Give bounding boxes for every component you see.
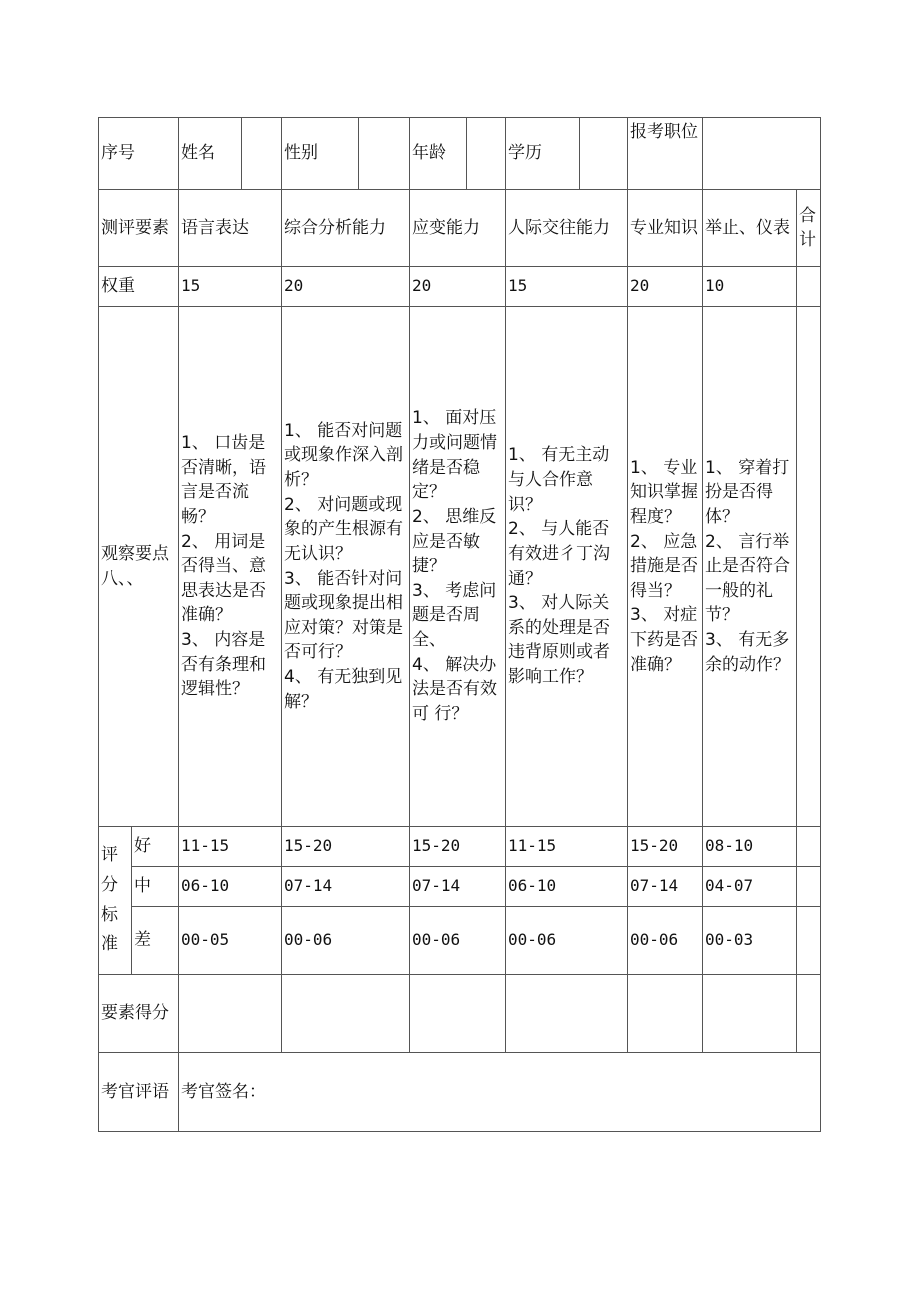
signature-label: 考官签名： [181,1081,266,1102]
element-adaptability: 应变能力 [410,190,506,267]
elements-row [99,190,821,267]
level-poor: 差 [132,907,179,975]
education-value[interactable] [580,118,628,190]
observation-row [99,307,821,827]
score-range: 00-06 [628,907,703,975]
weight-label: 权重 [99,267,179,307]
element-score-cell[interactable] [703,975,797,1053]
element-score-cell[interactable] [628,975,703,1053]
score-range: 00-06 [506,907,628,975]
scoring-label: 评分标准 [99,827,132,975]
comment-label: 考官评语 [99,1053,179,1132]
total-label: 合计 [797,190,821,267]
score-range: 11-15 [179,827,282,867]
element-score-label: 要素得分 [99,975,179,1053]
position-label: 报考职位 [628,118,703,190]
score-range: 15-20 [410,827,506,867]
score-range: 07-14 [410,867,506,907]
name-label: 姓名 [179,118,242,190]
score-range: 04-07 [703,867,797,907]
observation-adaptability: 1、 面对压力或问题情绪是否稳定？ 2、 思维反应是否敏捷？ 3、 考虑问题是否周全、 4、 解决办法是否有效可 行？ [410,307,506,827]
gender-label: 性别 [282,118,359,190]
score-good-row [99,827,821,867]
element-language: 语言表达 [179,190,282,267]
element-interpersonal: 人际交往能力 [506,190,628,267]
weight-value: 20 [628,267,703,307]
gender-value[interactable] [359,118,410,190]
weight-value: 10 [703,267,797,307]
level-good: 好 [132,827,179,867]
weight-value: 15 [506,267,628,307]
element-knowledge: 专业知识 [628,190,703,267]
element-score-cell[interactable] [282,975,410,1053]
score-range: 06-10 [506,867,628,907]
age-label: 年龄 [410,118,467,190]
score-range: 07-14 [282,867,410,907]
score-range: 15-20 [628,827,703,867]
observation-analysis: 1、 能否对问题或现象作深入剖析？ 2、 对问题或现象的产生根源有无认识？ 3、 能否针对问题或现象提出相应对策？对策是否可行？ 4、 有无独到见解？ [282,307,410,827]
observation-label: 观察要点八、、 [99,307,179,827]
weight-value: 20 [282,267,410,307]
score-range: 11-15 [506,827,628,867]
score-range: 07-14 [628,867,703,907]
score-range: 15-20 [282,827,410,867]
weight-row [99,267,821,307]
element-appearance: 举止、仪表 [703,190,797,267]
score-poor-total[interactable] [797,907,821,975]
observation-appearance: 1、 穿着打扮是否得体？ 2、 言行举止是否符合一般的礼节？ 3、 有无多余的动作？ [703,307,797,827]
interview-evaluation-form [98,117,821,1132]
score-range: 00-03 [703,907,797,975]
header-row [99,118,821,190]
weight-value: 15 [179,267,282,307]
observation-language: 1、 口齿是否清晰，语言是否流畅？ 2、 用词是否得当、意思表达是否准确？ 3、 内容是否有条理和逻辑性？ [179,307,282,827]
signature-field[interactable] [179,1053,821,1132]
observation-interpersonal: 1、 有无主动与人合作意识？ 2、 与人能否有效进彳丁沟通？ 3、 对人际关系的处理是否违背原则或者影响工作？ [506,307,628,827]
weight-total[interactable] [797,267,821,307]
score-poor-row [99,907,821,975]
element-score-row [99,975,821,1053]
score-range: 06-10 [179,867,282,907]
score-range: 00-05 [179,907,282,975]
comment-row [99,1053,821,1132]
score-range: 08-10 [703,827,797,867]
score-range: 00-06 [282,907,410,975]
age-value[interactable] [467,118,506,190]
weight-value: 20 [410,267,506,307]
level-medium: 中 [132,867,179,907]
element-score-cell[interactable] [179,975,282,1053]
score-range: 00-06 [410,907,506,975]
score-good-total[interactable] [797,827,821,867]
seq-label: 序号 [99,118,179,190]
name-value[interactable] [242,118,282,190]
education-label: 学历 [506,118,580,190]
element-score-cell[interactable] [506,975,628,1053]
element-score-total[interactable] [797,975,821,1053]
element-analysis: 综合分析能力 [282,190,410,267]
score-medium-total[interactable] [797,867,821,907]
observation-knowledge: 1、 专业知识掌握程度？ 2、 应急措施是否得当？ 3、 对症下药是否准确？ [628,307,703,827]
score-medium-row [99,867,821,907]
element-score-cell[interactable] [410,975,506,1053]
observation-total [797,307,821,827]
position-value[interactable] [703,118,821,190]
elements-label: 测评要素 [99,190,179,267]
